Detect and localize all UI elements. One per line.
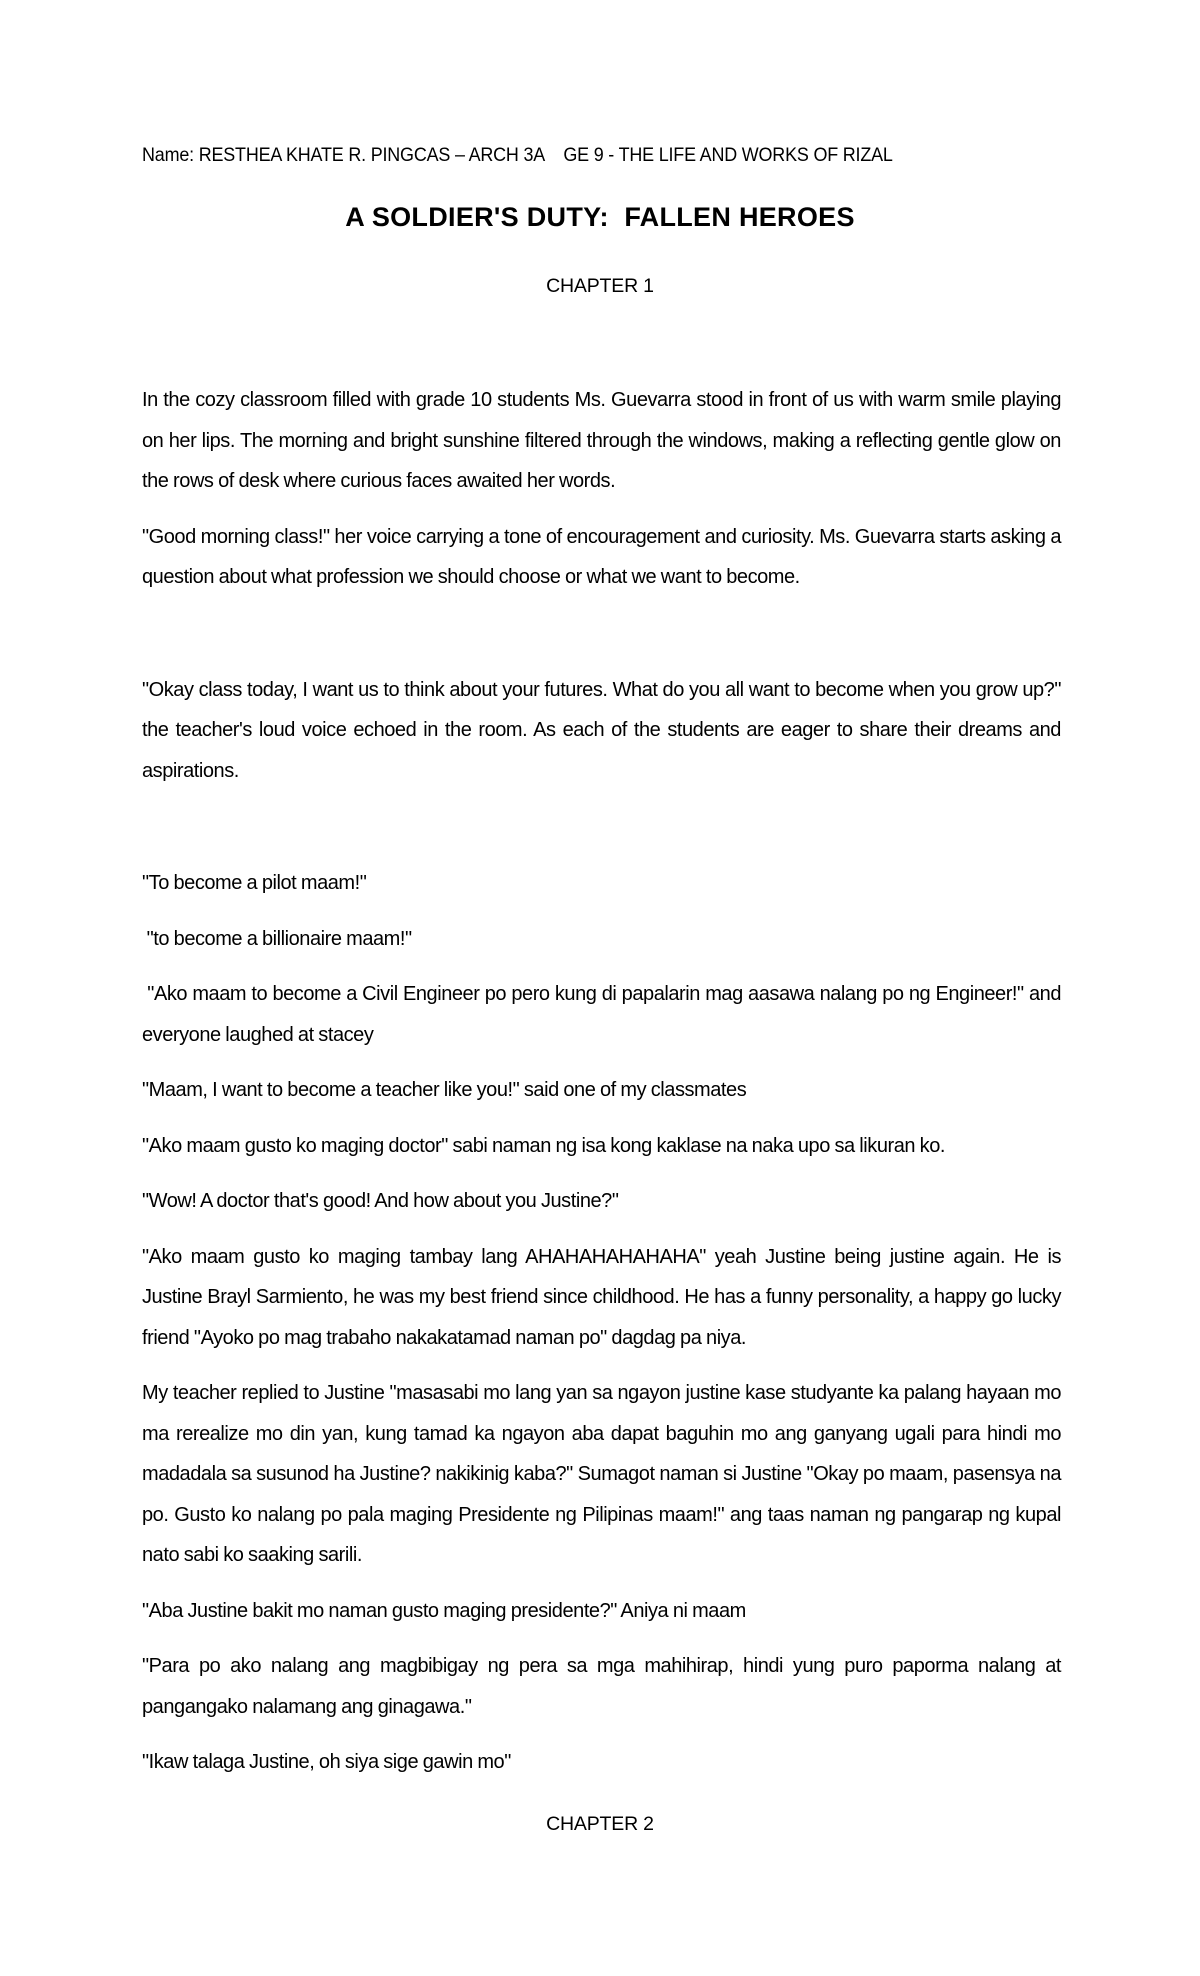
paragraph: "To become a pilot maam!" [142, 872, 367, 894]
paragraph: "to become a billionaire maam!" [142, 927, 412, 950]
chapter-1-body [142, 380, 1066, 1798]
paragraph: "Maam, I want to become a teacher like you!" said one of my classmates [142, 1079, 747, 1101]
paragraph: "Ako maam gusto ko maging doctor" sabi naman ng isa kong kaklase na naka upo sa likuran ko. [142, 1134, 946, 1157]
course-line: GE 9 - THE LIFE AND WORKS OF RIZAL [563, 144, 893, 166]
paragraph: "Para po ako nalang ang magbibigay ng pera sa mga mahihirap, hindi yung puro paporma nalang at pangangako nalamang ang ginagawa." [142, 1655, 1061, 1718]
paragraph: In the cozy classroom filled with grade 10 students Ms. Guevarra stood in front of us with warm smile playing on her lips. The morning and bright sunshine filtered through the windows, making a reflecting gentle glow on the rows of desk where curious faces awaited her words. [142, 389, 1061, 492]
paragraph: "Good morning class!" her voice carrying a tone of encouragement and curiosity. Ms. Guevarra starts asking a question about what profession we should choose or what we want to become. [142, 525, 1061, 588]
paragraph: "Ikaw talaga Justine, oh siya sige gawin mo" [142, 1751, 511, 1773]
paragraph: "Aba Justine bakit mo naman gusto maging presidente?" Aniya ni maam [142, 1599, 746, 1622]
paragraph: "Okay class today, I want us to think about your futures. What do you all want to become when you grow up?" the teacher's loud voice echoed in the room. As each of the students are eager to share their dreams and aspirations. [142, 678, 1061, 782]
chapter-2-heading: CHAPTER 2 [546, 1813, 654, 1835]
paragraph: "Ako maam gusto ko maging tambay lang AHAHAHAHAHAHA" yeah Justine being justine again. He is Justine Brayl Sarmiento, he was my best friend since childhood. He has a funny personality, a happy go lucky friend "Ayoko po mag trabaho nakakatamad naman po" dagdag pa niya. [142, 1245, 1061, 1349]
paragraph: My teacher replied to Justine "masasabi mo lang yan sa ngayon justine kase studyante ka palang hayaan mo ma rerealize mo din yan, kung tamad ka ngayon aba dapat baguhin mo ang ganyang ugali para hindi mo madadala sa susunod ha Justine? nakikinig kaba?" Sumagot naman si Justine "Okay po maam, pasensya na po. Gusto ko nalang po pala maging Presidente ng Pilipinas maam!" ang taas naman ng pangarap ng kupal nato sabi ko saaking sarili. [142, 1382, 1061, 1566]
story-title: A SOLDIER'S DUTY: FALLEN HEROES [345, 202, 855, 232]
document-header [142, 144, 988, 170]
student-name-line: Name: RESTHEA KHATE R. PINGCAS – ARCH 3A [142, 144, 546, 166]
paragraph: "Wow! A doctor that's good! And how about you Justine?" [142, 1190, 619, 1212]
paragraph: "Ako maam to become a Civil Engineer po pero kung di papalarin mag aasawa nalang po ng Engineer!" and everyone laughed at stacey [142, 983, 1066, 1046]
chapter-1-heading: CHAPTER 1 [546, 275, 654, 297]
